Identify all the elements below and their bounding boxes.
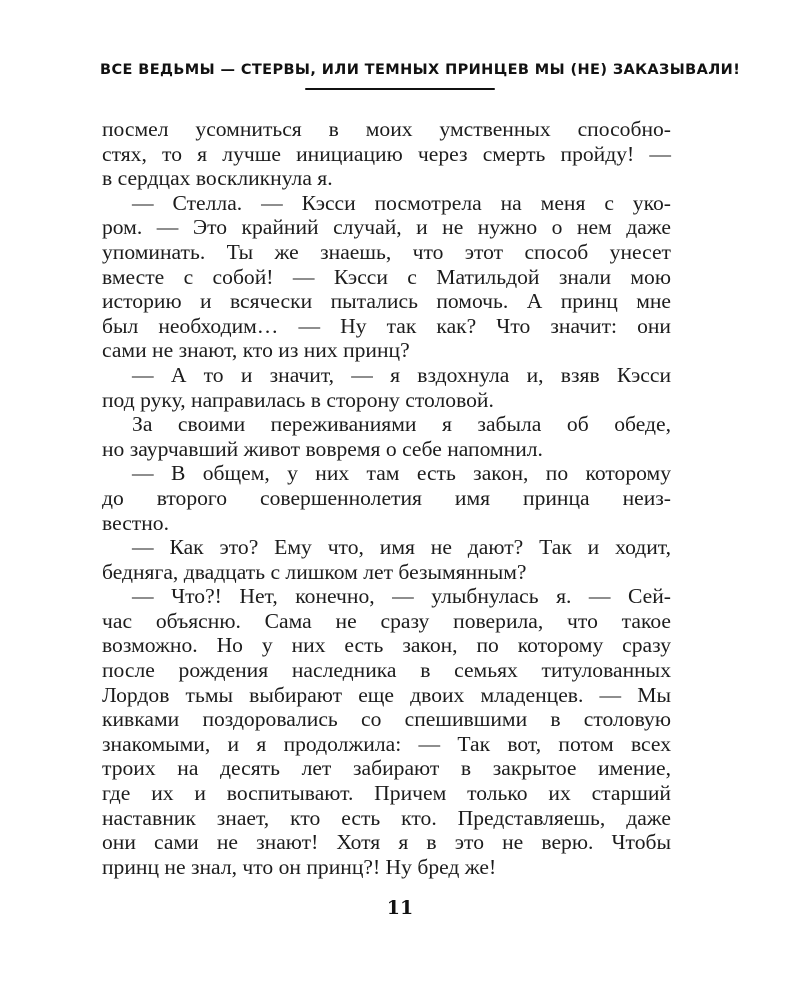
text-line: троих на десять лет забирают в закрытое имение, [102,756,671,781]
text-line: — Стелла. — Кэсси посмотрела на меня с уко- [132,190,671,215]
text-line: после рождения наследника в семьях титулованных [102,658,671,683]
text-line: историю и всячески пытались помочь. А принц мне [102,289,671,314]
text-line: но заурчавший живот вовремя о себе напомнил. [102,436,543,461]
text-line: был необходим… — Ну так как? Что значит: они [102,313,671,338]
text-line: — Что?! Нет, конечно, — улыбнулась я. — Сей- [132,584,671,609]
text-line: посмел усомниться в моих умственных способно- [102,117,671,141]
text-line: до второго совершеннолетия имя принца неиз- [102,485,671,510]
text-line: бедняга, двадцать с лишком лет безымянным? [102,559,527,584]
text-line: где их и воспитывают. Причем только их старший [102,781,671,806]
text-line: час объясню. Сама не сразу поверила, что такое [102,608,671,633]
page-number: 11 [386,897,414,919]
text-line: они сами не знают! Хотя я в это не верю. Чтобы [102,830,671,855]
text-line: под руку, направилась в сторону столовой. [102,387,494,412]
running-head-title: ВСЕ ВЕДЬМЫ — СТЕРВЫ, ИЛИ ТЕМНЫХ ПРИНЦЕВ МЫ (НЕ) ЗАКАЗЫВАЛИ! [100,62,741,78]
body-text [102,117,671,879]
text-line: в сердцах воскликнула я. [102,166,333,191]
text-line: — Как это? Ему что, имя не дают? Так и ходит, [132,535,671,560]
text-line: — В общем, у них там есть закон, по которому [132,461,671,486]
text-line: знакомыми, и я продолжила: — Так вот, потом всех [102,731,671,756]
text-line: упоминать. Ты же знаешь, что этот способ унесет [102,239,671,264]
text-line: ром. — Это крайний случай, и не нужно о нем даже [102,215,671,240]
running-head-rule [305,88,495,90]
text-line: вместе с собой! — Кэсси с Матильдой знали мою [102,264,671,289]
text-line: За своими переживаниями я забыла об обеде, [132,412,671,437]
text-line: — А то и значит, — я вздохнула и, взяв Кэсси [132,362,671,387]
text-line: принц не знал, что он принц?! Ну бред же! [102,854,497,879]
text-line: наставник знает, кто есть кто. Представляешь, даже [102,805,671,830]
text-line: сами не знают, кто из них принц? [102,338,410,363]
text-line: возможно. Но у них есть закон, по которому сразу [102,633,671,658]
text-line: Лордов тьмы выбирают еще двоих младенцев. — Мы [102,682,671,707]
text-line: вестно. [102,510,169,535]
text-line: стях, то я лучше инициацию через смерть пройду! — [102,141,671,166]
text-line: кивками поздоровались со спешившими в столовую [102,707,671,732]
